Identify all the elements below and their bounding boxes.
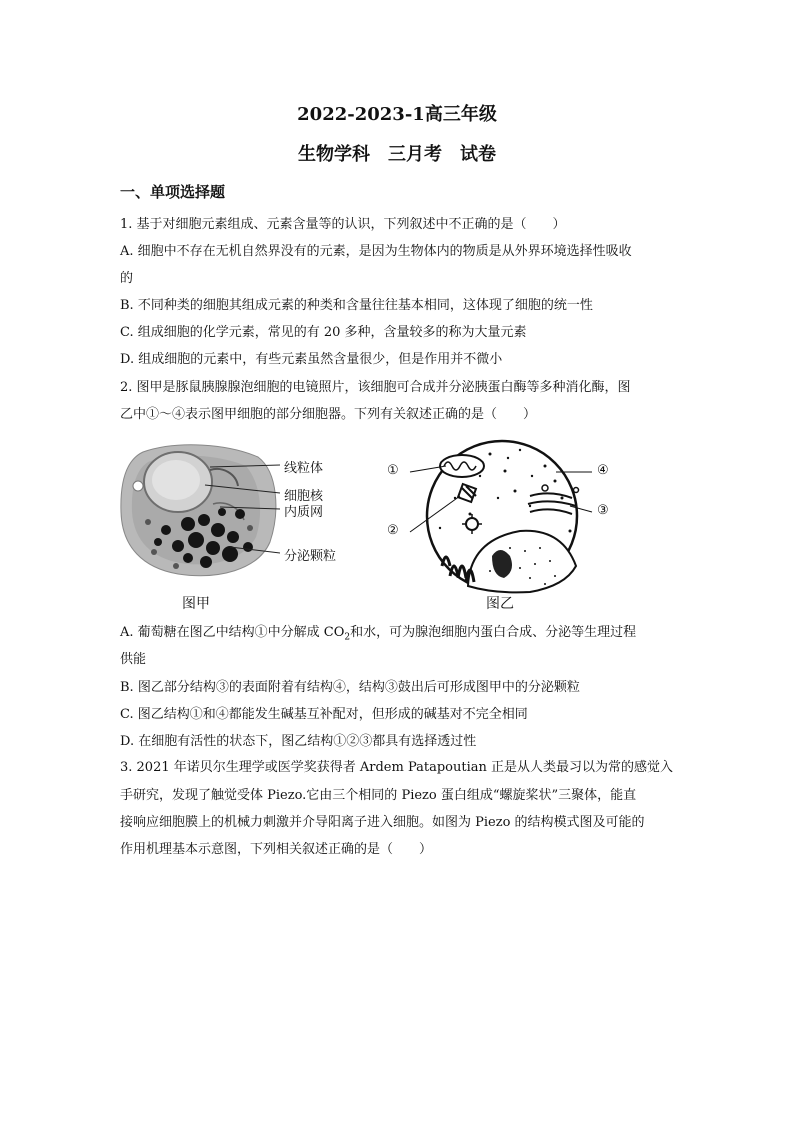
label-secretory-granules: 分泌颗粒 [284,549,337,564]
marker-4: ④ [597,463,609,478]
figure-a-caption: 图甲 [182,596,210,612]
q1-option-a-cont: 的 [120,271,134,286]
marker-2: ② [387,523,399,538]
exam-subtitle: 生物学科 三月考 试卷 [298,144,496,165]
exam-title: 2022-2023-1高三年级 [297,104,497,125]
q2-option-d: D. 在细胞有活性的状态下，图乙结构①②③都具有选择透过性 [120,734,477,749]
section-heading: 一、单项选择题 [120,183,226,201]
label-mitochondria: 线粒体 [284,461,324,476]
q1-option-c: C. 组成细胞的化学元素，常见的有 20 多种，含量较多的称为大量元素 [120,325,527,340]
q1-option-d: D. 组成细胞的元素中，有些元素虽然含量很少，但是作用并不微小 [120,352,503,367]
q3-line4: 作用机理基本示意图，下列相关叙述正确的是（ ） [120,842,433,857]
marker-3: ③ [597,503,609,518]
q2-stem-line1: 2. 图甲是豚鼠胰腺腺泡细胞的电镜照片，该细胞可合成并分泌胰蛋白酶等多种消化酶，图 [120,380,631,395]
q2-stem-line2: 乙中①～④表示图甲细胞的部分细胞器。下列有关叙述正确的是（ ） [120,407,537,422]
label-er: 内质网 [284,505,324,520]
q1-option-b: B. 不同种类的细胞其组成元素的种类和含量往往基本相同，这体现了细胞的统一性 [120,298,593,313]
q3-line1: 3. 2021 年诺贝尔生理学或医学奖获得者 Ardem Patapoutian 正是从人类最习以为常的感觉入 [120,760,674,775]
q3-line3: 接响应细胞膜上的机械力刺激并介导阳离子进入细胞。如图为 Piezo 的结构模式图及可能的 [120,815,645,830]
label-nucleus: 细胞核 [284,489,324,504]
q2-option-a-cont: 供能 [120,652,147,667]
marker-1: ① [387,463,399,478]
q2-option-a: A. 葡萄糖在图乙中结构①中分解成 $CO_2$和水，可为腺泡细胞内蛋白合成、分泌等生理过程 [120,625,637,643]
figure-a-leader-lines [200,455,280,565]
figure-b-diagram [380,436,630,596]
q2-option-b: B. 图乙部分结构③的表面附着有结构④，结构③鼓出后可形成图甲中的分泌颗粒 [120,680,580,695]
q1-stem: 1. 基于对细胞元素组成、元素含量等的认识，下列叙述中不正确的是（ ） [120,217,566,232]
q2-option-c: C. 图乙结构①和④都能发生碱基互补配对，但形成的碱基对不完全相同 [120,707,528,722]
figure-b-caption: 图乙 [486,596,514,612]
q3-line2: 手研究，发现了触觉受体 Piezo.它由三个相同的 Piezo 蛋白组成“螺旋桨状”三聚体，能直 [120,788,637,803]
q1-option-a: A. 细胞中不存在无机自然界没有的元素，是因为生物体内的物质是从外界环境选择性吸收 [120,244,632,259]
